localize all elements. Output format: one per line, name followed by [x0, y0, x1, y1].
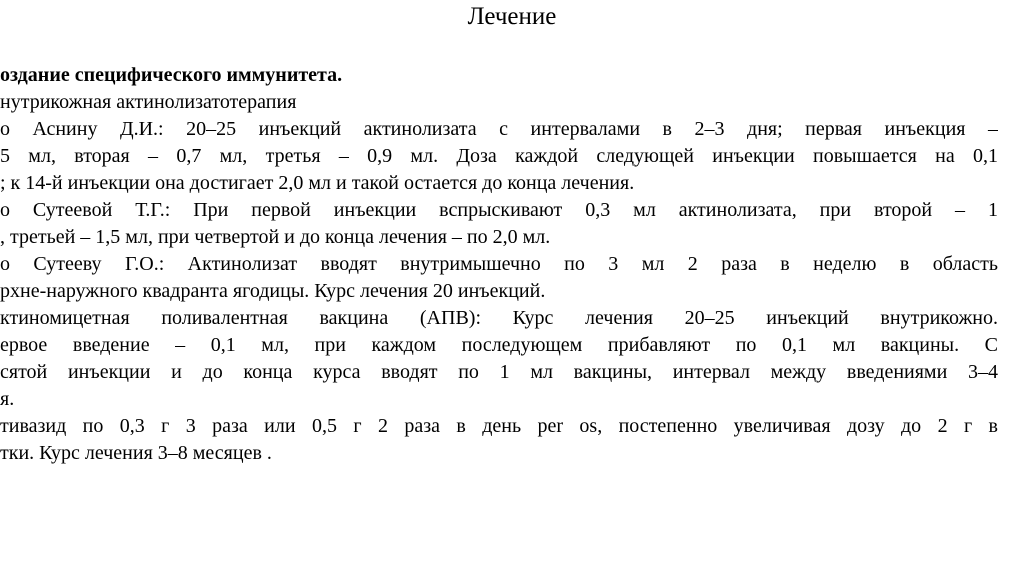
paragraph-tivazid-line-2: тки. Курс лечения 3–8 месяцев .: [0, 442, 272, 464]
paragraph-suteeva-line-1: о Сутеевой Т.Г.: При первой инъекции вспрыскивают 0,3 мл актинолизата, при второй – 1: [0, 199, 998, 221]
slide-title: Лечение: [467, 3, 557, 30]
paragraph-suteeva-line-2: , третьей – 1,5 мл, при четвертой и до конца лечения – по 2,0 мл.: [0, 226, 551, 248]
subheading-actinolysate-therapy: нутрикожная актинолизатотерапия: [0, 91, 297, 113]
paragraph-apv-line-4: я.: [0, 388, 15, 410]
paragraph-suteev-line-2: рхне-наружного квадранта ягодицы. Курс лечения 20 инъекций.: [0, 280, 546, 302]
paragraph-apv-line-1: ктиномицетная поливалентная вакцина (АПВ): Курс лечения 20–25 инъекций внутрикожно.: [0, 307, 998, 329]
paragraph-asnin-line-2: 5 мл, вторая – 0,7 мл, третья – 0,9 мл. Доза каждой следующей инъекции повышается на 0,1: [0, 145, 998, 167]
paragraph-apv-line-2: ервое введение – 0,1 мл, при каждом последующем прибавляют по 0,1 мл вакцины. С: [0, 334, 998, 356]
paragraph-suteev-line-1: о Сутееву Г.О.: Актинолизат вводят внутримышечно по 3 мл 2 раза в неделю в область: [0, 253, 998, 275]
paragraph-asnin-line-3: ; к 14-й инъекции она достигает 2,0 мл и такой остается до конца лечения.: [0, 172, 635, 194]
paragraph-tivazid-line-1: тивазид по 0,3 г 3 раза или 0,5 г 2 раза в день per os, постепенно увеличивая дозу до 2 г в: [0, 415, 998, 437]
paragraph-asnin-line-1: о Аснину Д.И.: 20–25 инъекций актинолизата с интервалами в 2–3 дня; первая инъекция –: [0, 118, 998, 140]
slide-body: [0, 62, 998, 467]
paragraph-apv-line-3: сятой инъекции и до конца курса вводят по 1 мл вакцины, интервал между введениями 3–4: [0, 361, 998, 383]
heading-immunity: оздание специфического иммунитета.: [0, 64, 343, 86]
